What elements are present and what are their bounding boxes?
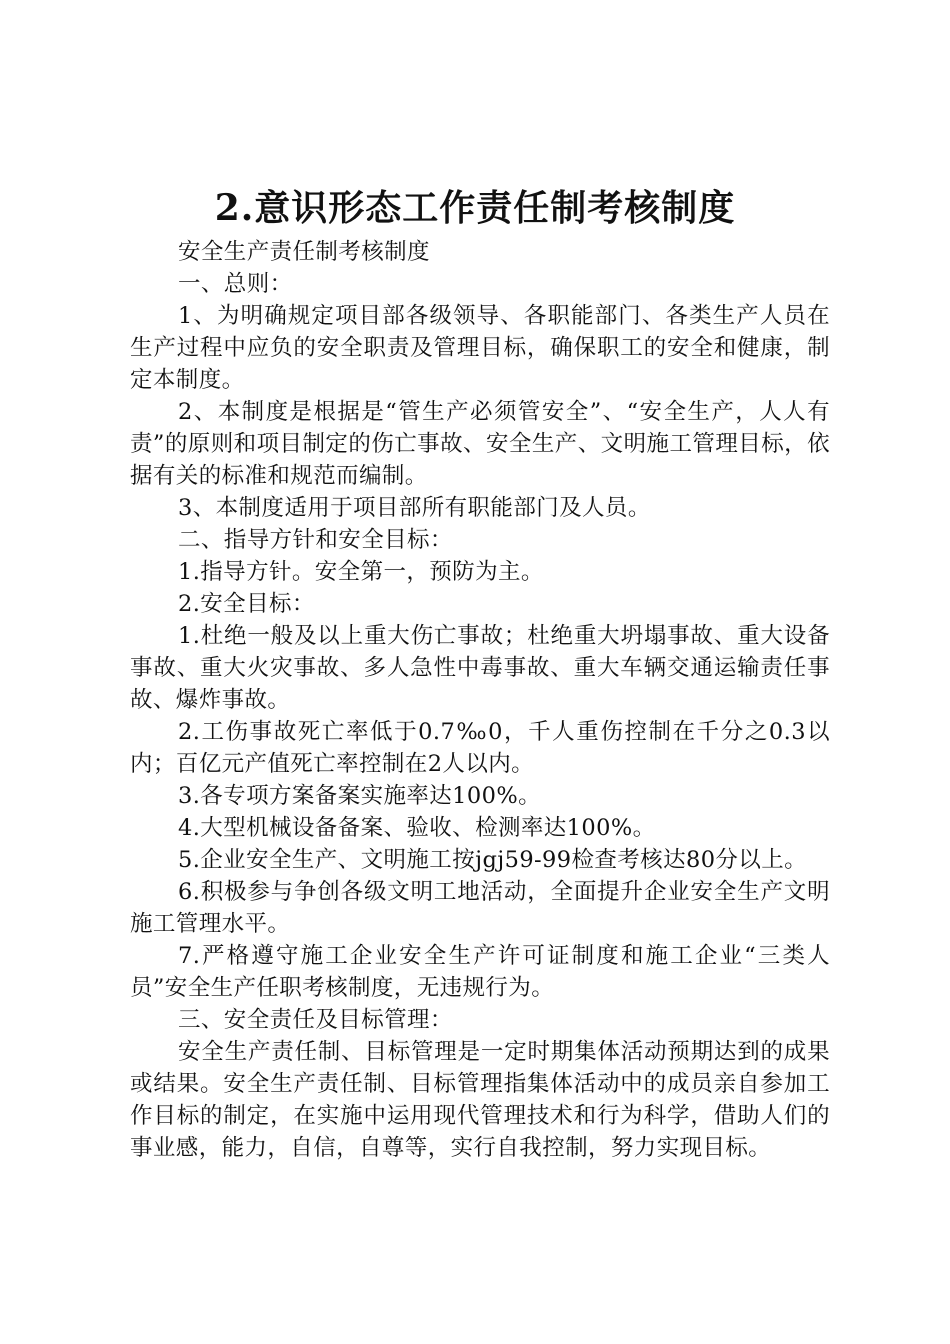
document-title: 2.意识形态工作责任制考核制度 (214, 187, 736, 229)
paragraph: 7.严格遵守施工企业安全生产许可证制度和施工企业“三类人员”安全生产任职考核制度，无违规行为。 (130, 943, 830, 1001)
section-heading-responsibility: 三、安全责任及目标管理： (178, 1007, 453, 1033)
paragraph: 6.积极参与争创各级文明工地活动，全面提升企业安全生产文明施工管理水平。 (130, 879, 830, 937)
paragraph-subtitle: 安全生产责任制考核制度 (178, 239, 430, 265)
paragraph: 2.安全目标： (178, 591, 315, 617)
paragraph: 1.杜绝一般及以上重大伤亡事故；杜绝重大坍塌事故、重大设备事故、重大火灾事故、多人急性中毒事故、重大车辆交通运输责任事故、爆炸事故。 (130, 623, 830, 713)
paragraph: 2、本制度是根据是“管生产必须管安全”、“安全生产，人人有责”的原则和项目制定的伤亡事故、安全生产、文明施工管理目标，依据有关的标准和规范而编制。 (130, 399, 830, 489)
paragraph: 3.各专项方案备案实施率达100%。 (178, 783, 541, 809)
section-heading-guidelines: 二、指导方针和安全目标： (178, 527, 453, 553)
document-body (130, 236, 830, 1164)
paragraph: 4.大型机械设备备案、验收、检测率达100%。 (178, 815, 656, 841)
section-heading-general: 一、总则： (178, 271, 293, 297)
paragraph: 安全生产责任制、目标管理是一定时期集体活动预期达到的成果或结果。安全生产责任制、目标管理指集体活动中的成员亲自参加工作目标的制定，在实施中运用现代管理技术和行为科学，借助人们的事业感，能力，自信，自尊等，实行自我控制，努力实现目标。 (130, 1039, 830, 1161)
paragraph: 5.企业安全生产、文明施工按jgj59-99检查考核达80分以上。 (178, 847, 808, 873)
paragraph: 1、为明确规定项目部各级领导、各职能部门、各类生产人员在生产过程中应负的安全职责及管理目标，确保职工的安全和健康，制定本制度。 (130, 303, 830, 393)
paragraph: 3、本制度适用于项目部所有职能部门及人员。 (178, 495, 651, 521)
paragraph: 2.工伤事故死亡率低于0.7‰0，千人重伤控制在千分之0.3以内；百亿元产值死亡率控制在2人以内。 (130, 719, 830, 777)
paragraph: 1.指导方针。安全第一，预防为主。 (178, 559, 544, 585)
